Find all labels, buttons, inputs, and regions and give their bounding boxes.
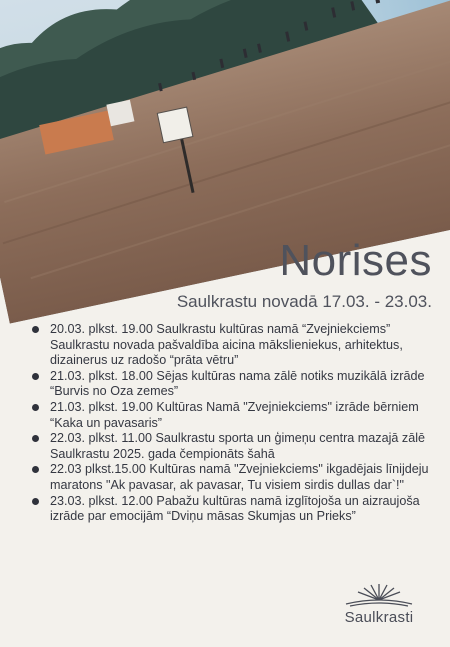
event-text: 21.03. plkst. 19.00 Kultūras Namā "Zvejniekciems" izrāde bērniem “Kaka un pavasaris” — [50, 399, 419, 430]
event-text: 22.03 plkst.15.00 Kultūras namā "Zvejniekciems" ikgadējais līnijdeju maratons "Ak pavasar, ak pavasar, Tu visiem sirdis dullas dar`!" — [50, 462, 429, 492]
event-item — [32, 431, 437, 462]
bullet-icon — [32, 498, 39, 505]
event-text: 20.03. plkst. 19.00 Saulkrastu kultūras namā “Zvejniekciems” Saulkrastu novada pašvaldība aicina mākslieniekus, arhitektus, dizainerus uz radošo “prāta vētru” — [50, 322, 403, 368]
bullet-icon — [32, 435, 39, 442]
event-text: 21.03. plkst. 18.00 Sējas kultūras nama zālē notiks muzikālā izrāde “Burvis no Oza zemes” — [50, 368, 425, 399]
event-text: 23.03. plkst. 12.00 Pabažu kultūras namā izglītojoša un aizraujoša izrāde par emocijām “Dviņu māsas Skumjas un Prieks” — [50, 493, 420, 524]
saulkrasti-logo — [334, 582, 424, 632]
bullet-icon — [32, 373, 39, 380]
bullet-icon — [32, 404, 39, 411]
poster-subtitle: Saulkrastu novadā 17.03. - 23.03. — [176, 292, 432, 311]
event-text: 22.03. plkst. 11.00 Saulkrastu sporta un ģimeņu centra mazajā zālē Saulkrastu 2025. gada čempionāts šahā — [50, 431, 425, 461]
event-item — [32, 494, 437, 525]
logo-text: Saulkrasti — [344, 609, 414, 626]
bullet-icon — [32, 326, 39, 333]
poster-title: Norises — [279, 236, 432, 285]
event-item — [32, 462, 437, 493]
bullet-icon — [32, 466, 39, 473]
event-item — [32, 400, 437, 431]
event-list — [32, 322, 437, 525]
event-item — [32, 369, 437, 400]
event-item — [32, 322, 437, 369]
sun-rays-icon — [344, 582, 414, 608]
